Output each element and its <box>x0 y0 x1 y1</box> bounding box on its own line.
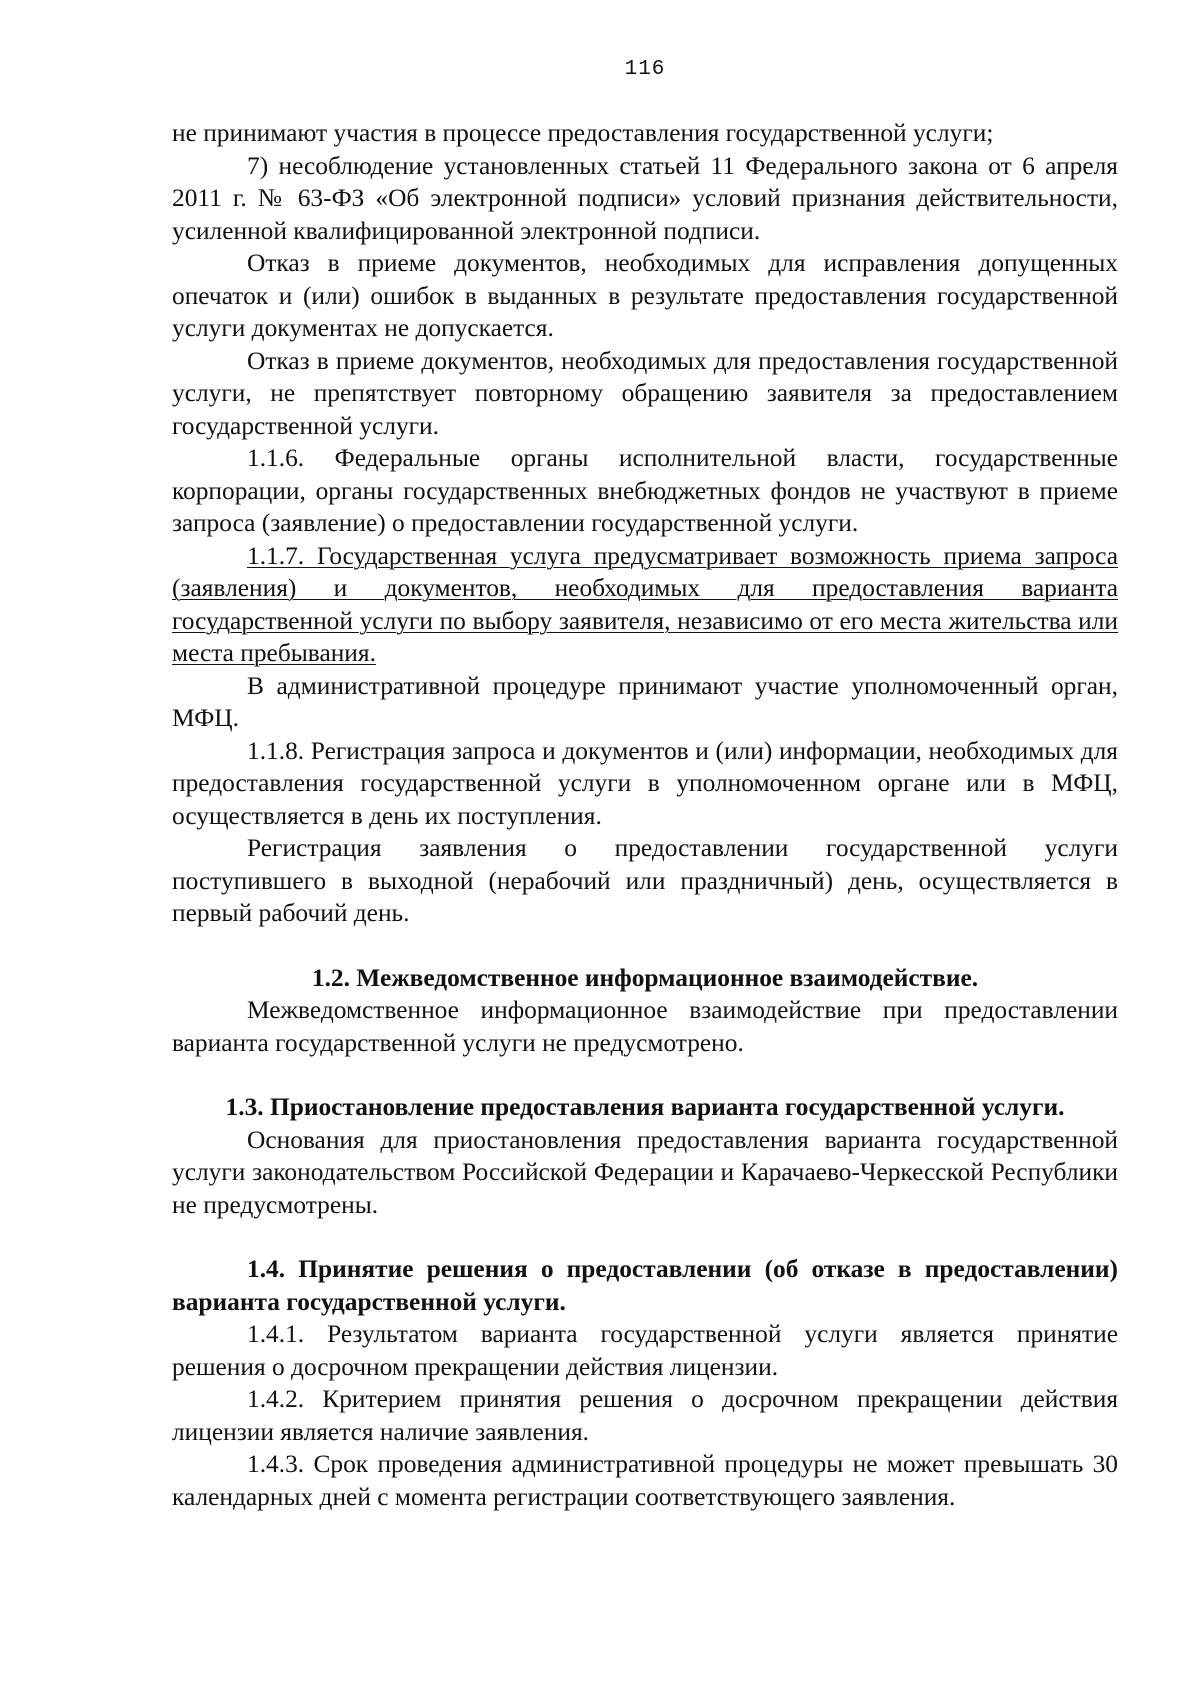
paragraph-1-4-1: 1.4.1. Результатом варианта государственной услуги является принятие решения о досрочном прекращении действия лицензии. <box>172 1320 1118 1381</box>
spacer <box>172 1221 1118 1253</box>
paragraph-1-3-text: Основания для приостановления предоставления варианта государственной услуги законодательством Российской Федерации и Карачаево-Черкесской Республики не предусмотрены. <box>172 1125 1118 1219</box>
heading-1-2: 1.2. Межведомственное информационное взаимодействие. <box>311 963 979 992</box>
paragraph-refusal-corrections: Отказ в приеме документов, необходимых для исправления допущенных опечаток и (или) ошибок в выданных в результате предоставления государственной услуги документах не допускается. <box>172 249 1118 342</box>
paragraph-1-1-8: 1.1.8. Регистрация запроса и документов и (или) информации, необходимых для предоставления государственной услуги в уполномоченном органе или в МФЦ, осуществляется в день их поступления. <box>172 736 1118 830</box>
paragraph-1-1-6: 1.1.6. Федеральные органы исполнительной власти, государственные корпорации, органы государственных внебюджетных фондов не участвуют в приеме запроса (заявление) о предоставлении государственной услуги. <box>172 444 1118 537</box>
paragraph-1-2-text: Межведомственное информационное взаимодействие при предоставлении варианта государственной услуги не предусмотрено. <box>172 996 1118 1057</box>
paragraph-1-4-3: 1.4.3. Срок проведения административной процедуры не может превышать 30 календарных дней с момента регистрации соответствующего заявления. <box>172 1450 1118 1511</box>
paragraph-refusal-reapply: Отказ в приеме документов, необходимых для предоставления государственной услуги, не препятствует повторному обращению заявителя за предоставлением государственной услуги. <box>172 346 1118 440</box>
paragraph-1-1-7: 1.1.7. Государственная услуга предусматривает возможность приема запроса (заявления) и документов, необходимых для предоставления варианта государственной услуги по выбору заявителя, независимо от его места жительства или места пребывания. <box>172 541 1118 667</box>
spacer <box>172 930 1118 962</box>
spacer <box>172 1059 1118 1091</box>
paragraph-participants: В административной процедуре принимают участие уполномоченный орган, МФЦ. <box>172 671 1118 732</box>
heading-1-4: 1.4. Принятие решения о предоставлении (об отказе в предоставлении) варианта государственной услуги. <box>172 1255 1118 1316</box>
document-body <box>172 117 1118 1513</box>
paragraph-continuation: не принимают участия в процессе предоставления государственной услуги; <box>172 119 994 147</box>
paragraph-1-4-2: 1.4.2. Критерием принятия решения о досрочном прекращении действия лицензии является наличие заявления. <box>172 1385 1118 1446</box>
page-number: 116 <box>624 58 666 81</box>
heading-1-3: 1.3. Приостановление предоставления варианта государственной услуги. <box>225 1093 1065 1121</box>
paragraph-item-7: 7) несоблюдение установленных статьей 11 Федерального закона от 6 апреля 2011 г. № 63-ФЗ «Об электронной подписи» условий признания действительности, усиленной квалифицированной электронной подписи. <box>172 151 1118 245</box>
paragraph-registration-holiday: Регистрация заявления о предоставлении государственной услуги поступившего в выходной (нерабочий или праздничный) день, осуществляется в первый рабочий день. <box>172 834 1118 927</box>
